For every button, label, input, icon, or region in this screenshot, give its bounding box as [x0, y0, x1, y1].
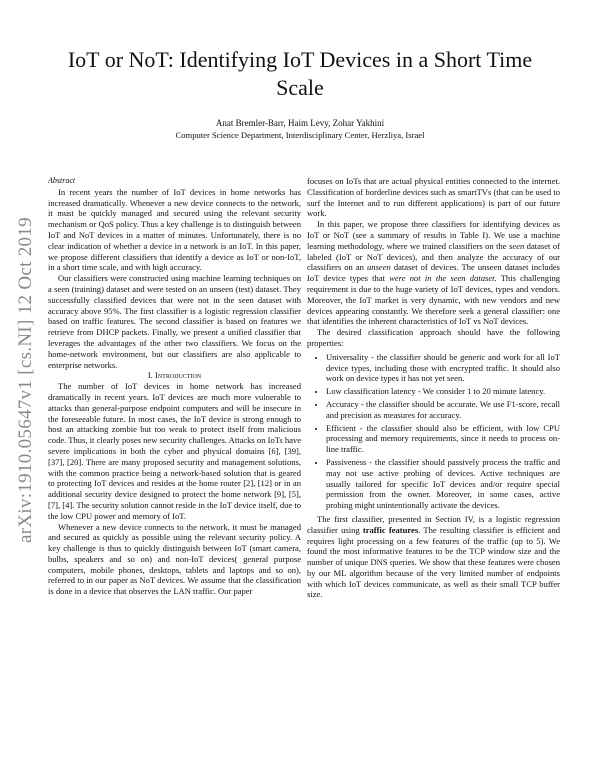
arxiv-identifier: arXiv:1910.05647v1 [cs.NI] 12 Oct 2019	[15, 217, 36, 543]
list-item: • Accuracy - the classifier should be accurate. We use F1-score, recall and precision as measures for accuracy.	[326, 399, 560, 421]
abstract	[48, 176, 301, 370]
left-column	[48, 176, 301, 597]
list-item: • Universality - the classifier should be generic and work for all IoT device types, including those with encrypted traffic. It should also work on device types it has not yet seen.	[326, 352, 560, 384]
body-paragraph: focuses on IoTs that are actual physical entities connected to the internet. Classification of borderline devices such as smartTVs (that can be used to surf the Internet and to run different applications) is part of our future work.	[307, 176, 560, 219]
abstract-label: Abstract	[48, 176, 76, 185]
section-heading-introduction: I. Introduction	[147, 370, 202, 381]
affiliation: Computer Science Department, Interdisciplinary Center, Herzliya, Israel	[175, 130, 425, 140]
list-item: • Passiveness - the classifier should passively process the traffic and may not use active probing of devices. Active techniques are usually tailored for specific IoT devices and/or require special permission from the owner. Moreover, in some cases, active probing might unintentionally activate the devices.	[326, 457, 560, 511]
body-paragraph: The number of IoT devices in home network has increased dramatically in recent years. IoT devices are much more vulnerable to attacks than general-purpose endpoint computers and will be insecure in the foreseeable future. In most cases, the IoT device is strong enough to host an attacking zombie but too weak to protect itself from malicious code. Thus, it clearly poses new security challenges. Attacks on IoTs have severe implications in both the cyber and physical domains [6], [39], [37], [20]. There are many proposed security and management solutions, with the common practice being a network-based solution that is geared to protecting IoT devices and resides at the home router [2], [12] or in an additional security device designed to protect the home network [9], [5], [7], [4]. The security solution cannot reside in the IoT device itself, due to the low CPU power and memory of IoT.	[48, 381, 301, 521]
authors: Anat Bremler-Barr, Haim Levy, Zohar Yakhini	[215, 118, 385, 128]
body-paragraph: The desired classification approach should have the following properties:	[307, 327, 560, 348]
body-paragraph: The first classifier, presented in Section IV, is a logistic regression classifier using traffic features. The resulting classifier is efficient and requires light processing on a few features of the traffic (up to 5). We found the most informative features to be the TCP window size and the number of unique DNS queries. We show that these features were chosen by our ML algorithm because of the very limited number of endpoints with which IoT devices communicate, as well as their small TCP buffer size.	[307, 513, 560, 600]
body-paragraph: In this paper, we propose three classifiers for identifying devices as IoT or NoT (see a summary of results in Table I). We use a machine learning methodology, where we trained classifiers on the seen dataset of labeled (IoT or NoT devices), and then analyze the accuracy of our classifiers on an unseen dataset of devices. The unseen dataset includes IoT device types that were not in the seen dataset. This challenging requirement is due to the huge variety of IoT devices, types and vendors. Moreover, the IoT market is very dynamic, with new vendors and new devices appearing constantly. We therefore seek a general classifier: one that identifies the inherent characteristics of IoT vs NoT devices.	[307, 219, 560, 327]
paper-title: IoT or NoT: Identifying IoT Devices in a Short Time Scale	[67, 47, 533, 100]
right-column	[307, 176, 560, 600]
body-paragraph: Whenever a new device connects to the network, it must be managed and secured as quickly as possible using the relevant security policy. A key challenge is thus to quickly distinguish between IoT (smart camera, bulbs, speakers and so on) and non-IoT devices( general purpose computers, mobile phones, desktops, tablets and laptops and so on), referred to in our paper as NoT devices. We assume that the classification is done in a device that observes the LAN traffic. Our paper	[48, 521, 301, 597]
abstract-paragraph: Our classifiers were constructed using machine learning techniques on a seen (training) dataset and were tested on an unseen (test) dataset. They successfully classified devices that were not in the seen dataset with accuracy above 95%. The first classifier is a logistic regression classifier based on traffic features. The second classifier is based on features we retrieve from DHCP packets. Finally, we present a unified classifier that leverages the advantages of the other two classifiers. We focus on the home-network environment, but our classifiers are also applicable to enterprise networks.	[48, 273, 301, 370]
abstract-paragraph: In recent years the number of IoT devices in home networks has increased dramatically. Whenever a new device connects to the network, it must be quickly managed and secured using the relevant security mechanism or QoS policy. Thus a key challenge is to distinguish between IoT and NoT devices in a matter of minutes. Unfortunately, there is no clear indication of whether a device in a network is an IoT. In this paper, we propose different classifiers that identify a device as IoT or non-IoT, in a short time scale, and with high accuracy.	[48, 186, 301, 273]
list-item: • Efficient - the classifier should also be efficient, with low CPU processing and memory requirements, since it needs to process on-line traffic.	[326, 423, 560, 455]
properties-list	[307, 352, 560, 511]
list-item: • Low classification latency - We consider 1 to 20 minute latency.	[326, 386, 560, 397]
